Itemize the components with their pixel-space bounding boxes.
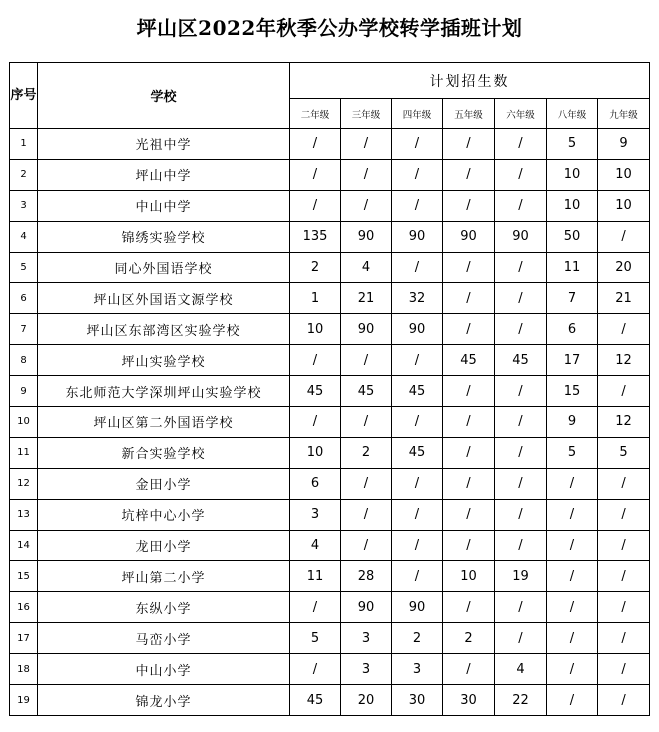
quota-cell: /	[598, 561, 650, 592]
row-number: 13	[10, 499, 38, 530]
quota-cell: 10	[290, 437, 341, 468]
quota-cell: /	[392, 499, 443, 530]
quota-cell: 17	[547, 345, 598, 376]
row-number: 14	[10, 530, 38, 561]
grade-header: 二年级	[290, 99, 341, 129]
quota-cell: /	[290, 592, 341, 623]
quota-cell: 3	[290, 499, 341, 530]
table-row	[10, 685, 650, 716]
quota-cell: /	[495, 437, 547, 468]
quota-cell: 2	[443, 623, 495, 654]
quota-cell: 10	[443, 561, 495, 592]
quota-cell: /	[495, 623, 547, 654]
quota-cell: 7	[547, 283, 598, 314]
quota-cell: /	[341, 530, 392, 561]
quota-cell: 90	[341, 221, 392, 252]
quota-cell: /	[547, 592, 598, 623]
quota-cell: /	[392, 561, 443, 592]
quota-cell: /	[392, 190, 443, 221]
quota-cell: 15	[547, 376, 598, 407]
table-row	[10, 159, 650, 190]
quota-cell: 135	[290, 221, 341, 252]
quota-cell: 2	[290, 252, 341, 283]
school-name: 坪山第二小学	[38, 561, 290, 592]
quota-cell: /	[598, 623, 650, 654]
grade-header: 三年级	[341, 99, 392, 129]
quota-cell: /	[392, 129, 443, 160]
grade-header: 九年级	[598, 99, 650, 129]
quota-cell: /	[341, 407, 392, 438]
school-name: 东纵小学	[38, 592, 290, 623]
row-number: 9	[10, 376, 38, 407]
quota-cell: /	[443, 252, 495, 283]
quota-cell: /	[341, 190, 392, 221]
grade-header: 五年级	[443, 99, 495, 129]
quota-cell: /	[598, 468, 650, 499]
quota-cell: /	[598, 221, 650, 252]
quota-cell: 2	[392, 623, 443, 654]
quota-cell: 45	[341, 376, 392, 407]
quota-cell: /	[443, 376, 495, 407]
quota-cell: 20	[598, 252, 650, 283]
quota-cell: /	[495, 407, 547, 438]
quota-cell: /	[392, 407, 443, 438]
quota-cell: 12	[598, 345, 650, 376]
quota-cell: /	[495, 190, 547, 221]
quota-cell: 10	[547, 190, 598, 221]
quota-cell: /	[443, 530, 495, 561]
row-number: 17	[10, 623, 38, 654]
quota-cell: 20	[341, 685, 392, 716]
school-name: 坪山中学	[38, 159, 290, 190]
row-number: 10	[10, 407, 38, 438]
quota-cell: /	[290, 159, 341, 190]
quota-cell: /	[495, 129, 547, 160]
quota-cell: 45	[290, 376, 341, 407]
table-row	[10, 221, 650, 252]
quota-cell: /	[443, 654, 495, 685]
quota-cell: 45	[443, 345, 495, 376]
school-name: 坪山区东部湾区实验学校	[38, 314, 290, 345]
quota-cell: /	[290, 129, 341, 160]
quota-cell: /	[443, 129, 495, 160]
quota-cell: 30	[443, 685, 495, 716]
quota-cell: 4	[341, 252, 392, 283]
quota-cell: /	[598, 592, 650, 623]
grade-header: 四年级	[392, 99, 443, 129]
quota-cell: 90	[392, 221, 443, 252]
quota-cell: /	[547, 499, 598, 530]
quota-cell: 5	[290, 623, 341, 654]
quota-cell: /	[547, 623, 598, 654]
quota-cell: 6	[547, 314, 598, 345]
school-name: 坑梓中心小学	[38, 499, 290, 530]
table-row	[10, 654, 650, 685]
quota-cell: 45	[392, 437, 443, 468]
quota-cell: /	[290, 345, 341, 376]
table-row	[10, 623, 650, 654]
school-name: 锦龙小学	[38, 685, 290, 716]
quota-cell: 90	[392, 592, 443, 623]
row-number: 12	[10, 468, 38, 499]
quota-cell: 3	[392, 654, 443, 685]
quota-cell: 11	[547, 252, 598, 283]
quota-cell: 22	[495, 685, 547, 716]
quota-cell: /	[443, 499, 495, 530]
quota-cell: 5	[547, 129, 598, 160]
school-name: 东北师范大学深圳坪山实验学校	[38, 376, 290, 407]
quota-cell: 90	[495, 221, 547, 252]
quota-cell: /	[341, 345, 392, 376]
quota-cell: /	[495, 592, 547, 623]
quota-cell: 50	[547, 221, 598, 252]
page-title: 坪山区2022年秋季公办学校转学插班计划	[136, 16, 523, 40]
quota-cell: 45	[495, 345, 547, 376]
quota-cell: /	[495, 530, 547, 561]
table-row	[10, 345, 650, 376]
quota-cell: 10	[598, 190, 650, 221]
row-number: 6	[10, 283, 38, 314]
quota-cell: 90	[341, 314, 392, 345]
quota-cell: /	[443, 437, 495, 468]
quota-cell: /	[392, 159, 443, 190]
quota-cell: /	[392, 468, 443, 499]
quota-cell: 10	[290, 314, 341, 345]
quota-cell: 21	[598, 283, 650, 314]
row-number: 15	[10, 561, 38, 592]
table-row	[10, 592, 650, 623]
quota-cell: /	[341, 468, 392, 499]
quota-cell: 10	[547, 159, 598, 190]
school-name: 中山小学	[38, 654, 290, 685]
school-name: 龙田小学	[38, 530, 290, 561]
table-row	[10, 407, 650, 438]
row-number: 11	[10, 437, 38, 468]
quota-cell: 2	[341, 437, 392, 468]
quota-cell: 30	[392, 685, 443, 716]
quota-cell: 90	[443, 221, 495, 252]
quota-cell: 21	[341, 283, 392, 314]
quota-cell: 45	[392, 376, 443, 407]
school-name: 金田小学	[38, 468, 290, 499]
grade-header: 六年级	[495, 99, 547, 129]
table-row	[10, 190, 650, 221]
quota-cell: /	[392, 345, 443, 376]
quota-cell: 1	[290, 283, 341, 314]
row-number: 3	[10, 190, 38, 221]
row-number: 19	[10, 685, 38, 716]
row-number: 5	[10, 252, 38, 283]
quota-cell: 11	[290, 561, 341, 592]
quota-cell: 32	[392, 283, 443, 314]
table-row	[10, 468, 650, 499]
school-name: 坪山实验学校	[38, 345, 290, 376]
quota-cell: /	[547, 561, 598, 592]
table-row	[10, 437, 650, 468]
row-number: 16	[10, 592, 38, 623]
quota-cell: 90	[392, 314, 443, 345]
quota-cell: 10	[598, 159, 650, 190]
quota-cell: 3	[341, 654, 392, 685]
quota-cell: /	[598, 654, 650, 685]
quota-cell: 4	[290, 530, 341, 561]
school-name: 锦绣实验学校	[38, 221, 290, 252]
quota-cell: /	[290, 190, 341, 221]
quota-cell: 12	[598, 407, 650, 438]
quota-cell: /	[547, 685, 598, 716]
school-name: 同心外国语学校	[38, 252, 290, 283]
school-name: 坪山区外国语文源学校	[38, 283, 290, 314]
quota-cell: /	[547, 654, 598, 685]
grade-header: 八年级	[547, 99, 598, 129]
quota-cell: 19	[495, 561, 547, 592]
quota-cell: /	[443, 159, 495, 190]
plan-header: 计划招生数	[290, 63, 650, 99]
table-row	[10, 561, 650, 592]
quota-cell: 28	[341, 561, 392, 592]
school-name: 马峦小学	[38, 623, 290, 654]
quota-cell: /	[547, 530, 598, 561]
table-row	[10, 499, 650, 530]
quota-cell: /	[341, 129, 392, 160]
quota-cell: /	[598, 499, 650, 530]
quota-cell: /	[341, 159, 392, 190]
table-row	[10, 252, 650, 283]
quota-cell: /	[495, 159, 547, 190]
quota-cell: 3	[341, 623, 392, 654]
seq-header: 序号	[10, 63, 38, 129]
quota-cell: /	[392, 252, 443, 283]
quota-cell: /	[495, 252, 547, 283]
quota-cell: /	[598, 376, 650, 407]
quota-cell: /	[443, 314, 495, 345]
table-row	[10, 129, 650, 160]
quota-cell: /	[495, 376, 547, 407]
quota-cell: 5	[598, 437, 650, 468]
quota-cell: /	[443, 190, 495, 221]
quota-cell: 6	[290, 468, 341, 499]
row-number: 8	[10, 345, 38, 376]
row-number: 2	[10, 159, 38, 190]
quota-cell: /	[392, 530, 443, 561]
school-name: 新合实验学校	[38, 437, 290, 468]
quota-cell: /	[443, 468, 495, 499]
row-number: 7	[10, 314, 38, 345]
quota-cell: /	[598, 530, 650, 561]
school-header: 学校	[38, 63, 290, 129]
quota-cell: /	[598, 314, 650, 345]
quota-cell: /	[341, 499, 392, 530]
row-number: 18	[10, 654, 38, 685]
school-name: 光祖中学	[38, 129, 290, 160]
quota-cell: 4	[495, 654, 547, 685]
table-row	[10, 376, 650, 407]
quota-cell: /	[598, 685, 650, 716]
quota-cell: 9	[547, 407, 598, 438]
quota-cell: /	[290, 654, 341, 685]
quota-cell: 5	[547, 437, 598, 468]
school-name: 坪山区第二外国语学校	[38, 407, 290, 438]
table-row	[10, 530, 650, 561]
quota-cell: /	[495, 314, 547, 345]
quota-cell: /	[547, 468, 598, 499]
quota-cell: /	[443, 592, 495, 623]
table-row	[10, 283, 650, 314]
row-number: 1	[10, 129, 38, 160]
quota-cell: 45	[290, 685, 341, 716]
quota-cell: /	[495, 499, 547, 530]
quota-cell: /	[290, 407, 341, 438]
quota-cell: 90	[341, 592, 392, 623]
transfer-plan-table	[9, 62, 650, 716]
quota-cell: /	[443, 283, 495, 314]
quota-cell: /	[495, 283, 547, 314]
table-row	[10, 314, 650, 345]
row-number: 4	[10, 221, 38, 252]
quota-cell: /	[443, 407, 495, 438]
quota-cell: 9	[598, 129, 650, 160]
school-name: 中山中学	[38, 190, 290, 221]
quota-cell: /	[495, 468, 547, 499]
